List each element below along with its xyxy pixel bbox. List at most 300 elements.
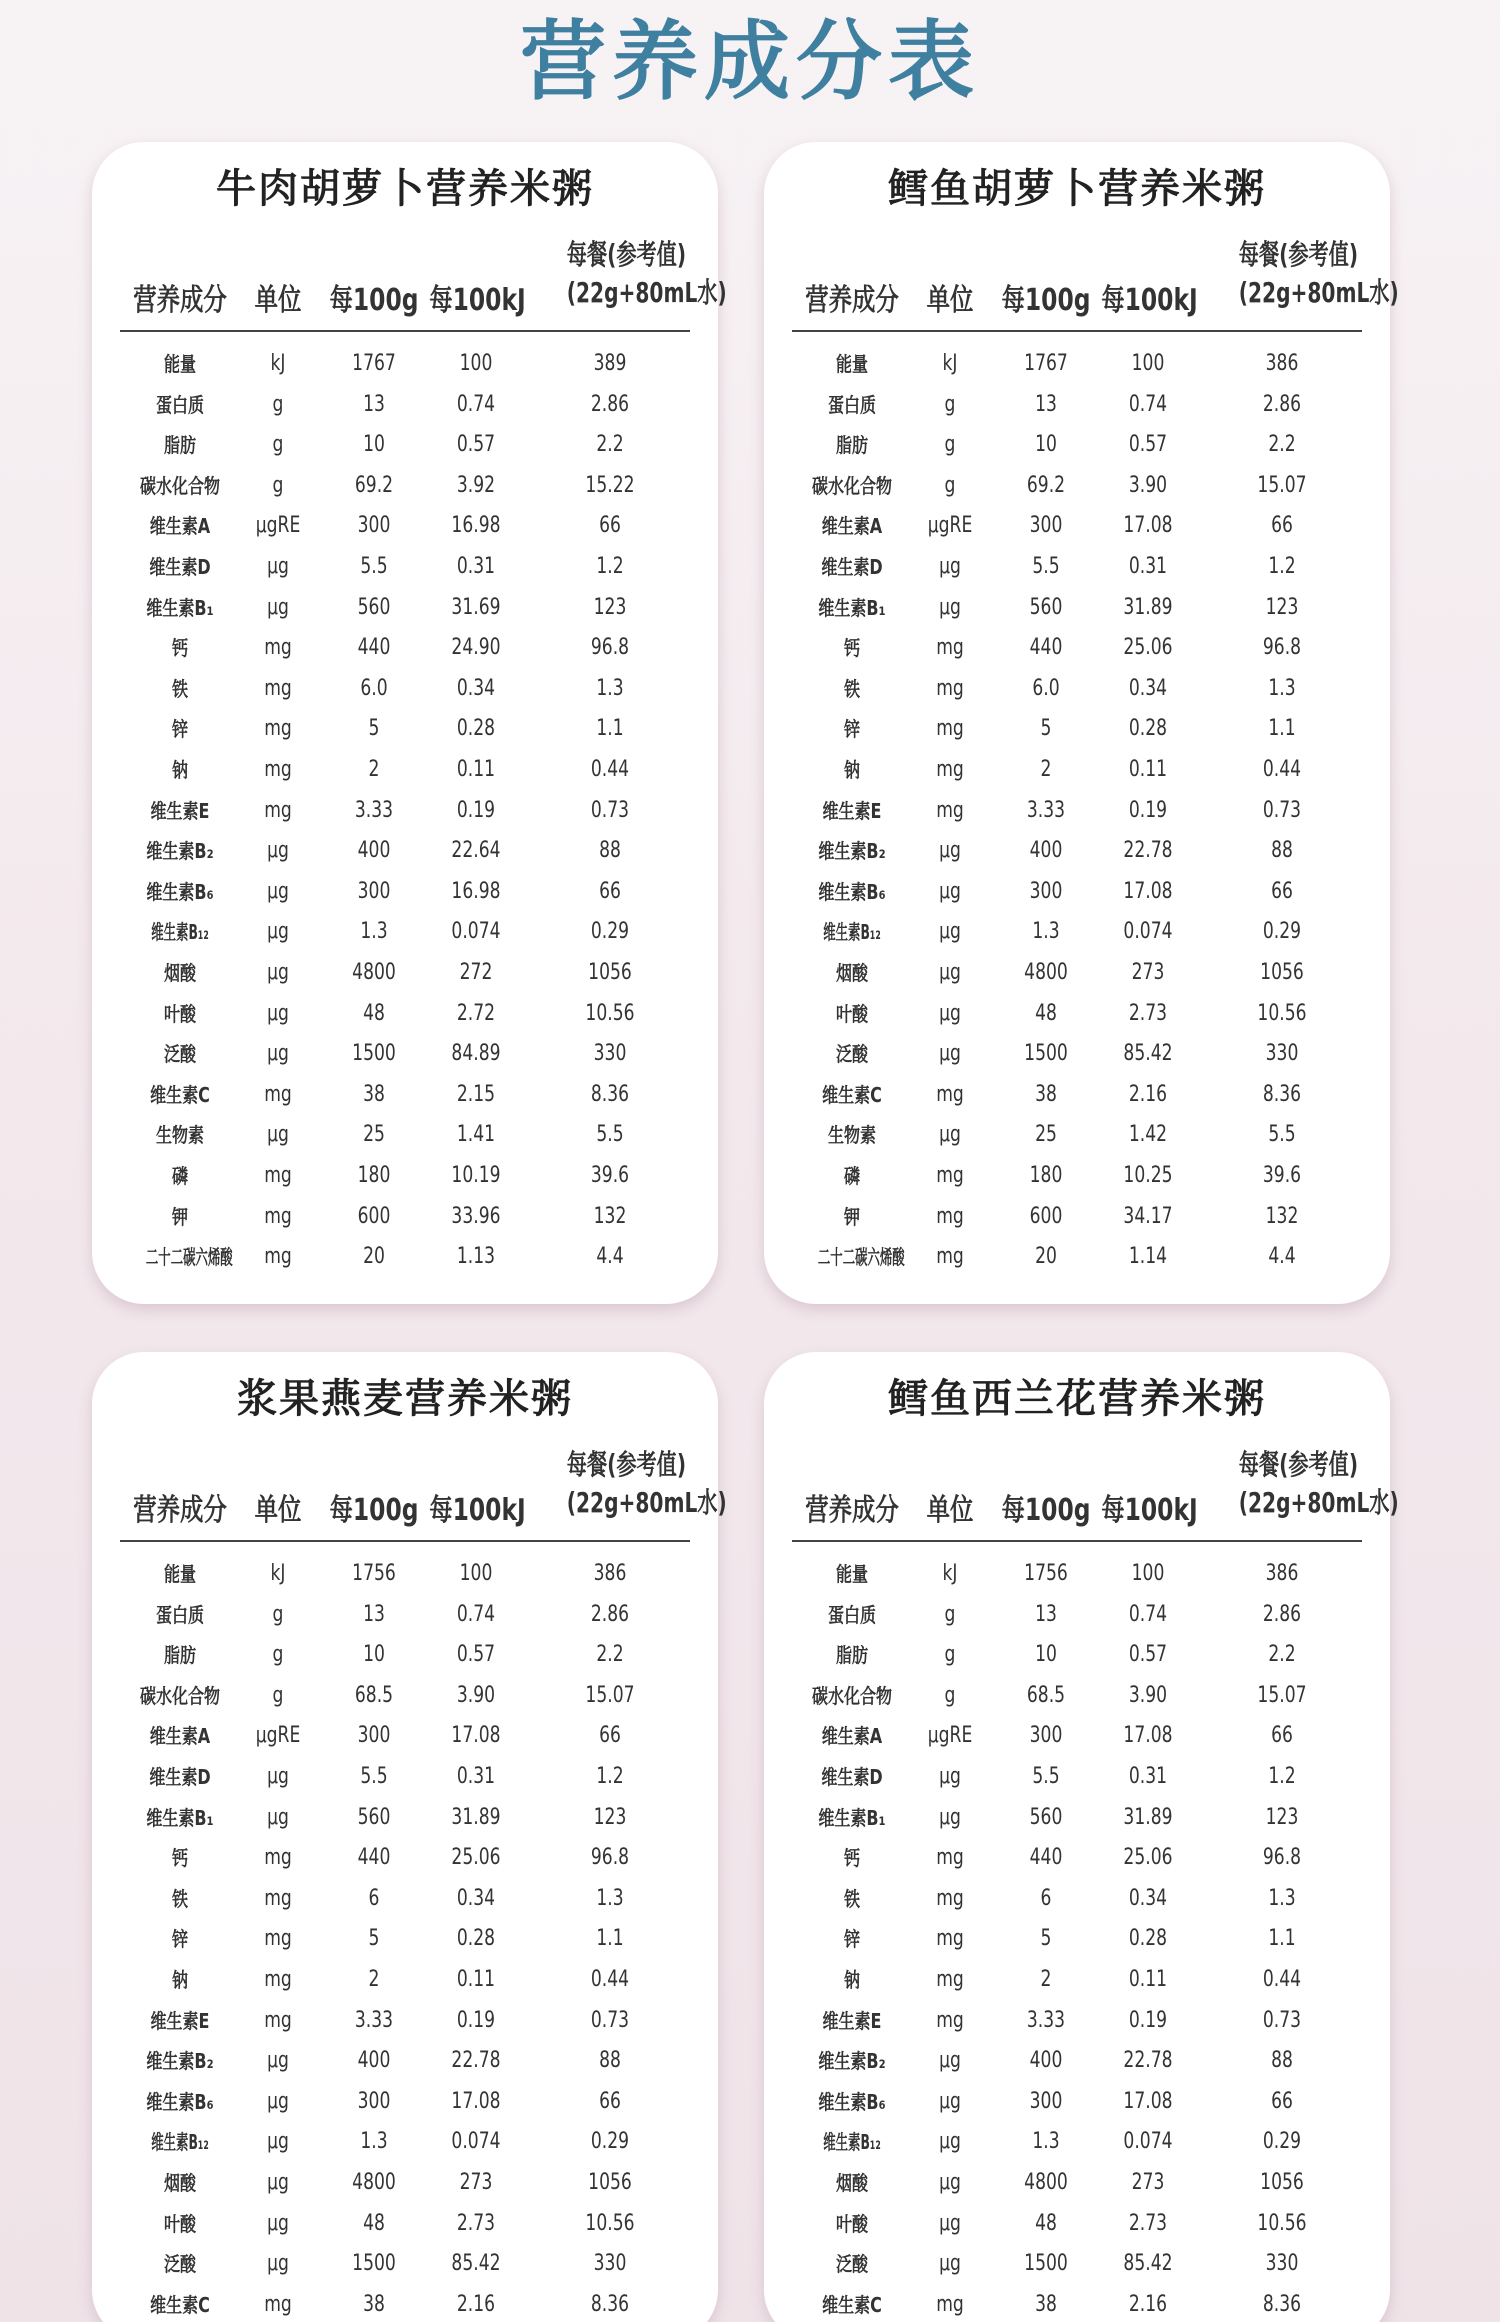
unit: μg [267,1000,289,1026]
per-100kj-value: 1.41 [456,1122,496,1148]
unit: μg [267,2210,289,2236]
per-100kj-value: 1.14 [1128,1244,1168,1270]
nutrient-name: 维生素B₂ [146,2049,214,2074]
unit: μg [267,878,289,904]
unit: g [944,472,956,498]
per-100g-value: 38 [1035,2291,1057,2317]
per-100g-value: 5 [368,716,380,742]
nutrient-name: 烟酸 [164,2171,196,2195]
per-100kj-value: 0.74 [456,391,496,417]
card-title: 牛肉胡萝卜营养米粥 [216,166,594,212]
per-serving-value: 1.1 [1268,716,1296,742]
per-serving-value: 1.3 [596,1885,624,1911]
header-per-serving: 每餐(参考值) [566,1448,687,1481]
per-100g-value: 560 [357,1804,391,1830]
per-100kj-value: 22.78 [1123,838,1173,864]
nutrient-name: 钾 [844,1204,860,1229]
per-100kj-value: 31.69 [451,594,501,620]
per-100g-value: 69.2 [354,472,394,498]
per-serving-value: 1.2 [1268,554,1296,579]
unit: μg [939,878,961,904]
per-100g-value: 48 [1035,1000,1057,1026]
per-100kj-value: 85.42 [1123,2251,1173,2277]
card-title: 鳕鱼西兰花营养米粥 [888,1376,1266,1422]
per-100g-value: 38 [363,2291,385,2317]
nutrient-name: 烟酸 [836,2171,868,2195]
per-serving-value: 123 [1265,1804,1299,1830]
nutrient-name: 二十二碳六烯酸 [145,1245,233,1270]
per-100g-value: 300 [357,1723,391,1749]
per-100g-value: 38 [1035,1081,1057,1107]
unit: g [272,391,284,417]
per-100g-value: 5 [1040,1926,1052,1952]
per-100g-value: 1767 [1024,351,1068,376]
header-per-serving: 每餐(参考值) [1238,238,1359,271]
per-100kj-value: 33.96 [451,1203,501,1229]
per-serving-value: 96.8 [590,635,630,661]
per-serving-value: 88 [599,2048,621,2074]
per-100kj-value: 84.89 [451,1041,501,1067]
per-100kj-value: 0.34 [456,1885,496,1911]
per-100g-value: 2 [1040,1967,1052,1992]
per-serving-value: 66 [1271,2088,1293,2114]
per-serving-value: 2.86 [1262,391,1302,417]
per-100kj-value: 0.19 [456,2007,496,2033]
per-100g-value: 300 [357,878,391,904]
unit: μg [939,1041,961,1067]
per-serving-value: 96.8 [1262,635,1302,661]
nutrient-name: 钙 [844,1846,860,1871]
per-serving-value: 1.2 [596,554,624,579]
per-100g-value: 6 [368,1885,380,1911]
unit: mg [264,675,292,701]
per-serving-value: 330 [593,1041,627,1067]
per-100kj-value: 0.074 [451,919,501,945]
nutrient-name: 蛋白质 [156,392,204,417]
header-nutrient: 营养成分 [805,1493,899,1528]
per-100kj-value: 0.57 [1128,1642,1168,1668]
nutrient-name: 钾 [172,1204,188,1229]
per-serving-value: 8.36 [590,2291,630,2317]
per-100kj-value: 3.90 [1128,1682,1168,1708]
per-serving-value: 15.07 [1257,1682,1307,1708]
per-serving-value: 88 [1271,2048,1293,2074]
per-100g-value: 25 [1035,1122,1057,1148]
per-serving-value: 5.5 [1268,1122,1296,1148]
nutrient-name: 泛酸 [836,1042,868,1067]
unit: mg [936,2007,964,2033]
nutrient-name: 维生素C [150,1082,210,1107]
nutrient-name: 维生素E [150,2008,210,2033]
unit: μg [267,960,289,985]
per-100kj-value: 0.074 [1123,919,1173,945]
per-serving-value: 39.6 [590,1163,630,1188]
nutrient-name: 烟酸 [164,961,196,985]
per-serving-value: 123 [593,594,627,620]
per-100kj-value: 273 [1131,2170,1165,2195]
per-serving-value: 1056 [1260,2170,1304,2195]
header-per-100kj: 每100kJ [1101,1493,1198,1528]
header-unit: 单位 [926,1493,974,1528]
per-100kj-value: 22.78 [451,2048,501,2074]
per-100kj-value: 0.11 [1128,757,1168,782]
per-100g-value: 5.5 [360,554,388,579]
header-per-100g: 每100g [329,1493,419,1528]
per-100g-value: 180 [357,1163,391,1188]
unit: μgRE [255,513,301,539]
nutrient-name: 维生素B₂ [146,839,214,864]
nutrient-name: 钙 [844,636,860,661]
unit: mg [264,1967,292,1992]
unit: mg [936,1885,964,1911]
header-unit: 单位 [254,283,302,318]
nutrient-name: 锌 [844,717,860,742]
per-100g-value: 5 [1040,716,1052,742]
unit: mg [936,716,964,742]
per-100kj-value: 17.08 [451,1723,501,1749]
nutrient-name: 维生素C [822,1082,882,1107]
unit: μg [267,2088,289,2114]
per-100g-value: 1500 [1024,2251,1068,2277]
nutrient-name: 泛酸 [164,2252,196,2277]
per-100kj-value: 25.06 [1123,635,1173,661]
header-serving-note: (22g+80mL水) [1238,1486,1399,1519]
per-100g-value: 560 [357,594,391,620]
header-per-100g: 每100g [1001,1493,1091,1528]
nutrient-name: 维生素B₆ [818,2089,886,2114]
per-serving-value: 1056 [1260,960,1304,985]
per-100kj-value: 2.16 [1128,1081,1168,1107]
per-100g-value: 400 [357,838,391,864]
per-100g-value: 300 [1029,513,1063,539]
per-100g-value: 2 [368,757,380,782]
per-serving-value: 123 [593,1804,627,1830]
unit: μg [267,2048,289,2074]
per-100kj-value: 0.31 [1128,554,1168,579]
per-serving-value: 0.44 [590,1967,630,1992]
per-100kj-value: 100 [1131,1561,1165,1586]
per-serving-value: 2.2 [1268,432,1296,458]
unit: g [944,1601,956,1627]
unit: mg [936,757,964,782]
per-100kj-value: 17.08 [451,2088,501,2114]
header-unit: 单位 [926,283,974,318]
unit: μg [939,838,961,864]
unit: μg [939,2251,961,2277]
per-100g-value: 1.3 [360,2129,388,2155]
unit: mg [264,1885,292,1911]
nutrient-name: 钠 [172,758,188,782]
per-100kj-value: 0.28 [456,1926,496,1952]
per-100kj-value: 17.08 [1123,878,1173,904]
per-serving-value: 0.73 [1262,797,1302,823]
per-100g-value: 560 [1029,1804,1063,1830]
nutrient-name: 维生素A [149,514,211,539]
per-100g-value: 4800 [352,960,396,985]
per-serving-value: 1.2 [596,1764,624,1789]
per-100kj-value: 2.73 [1128,2210,1168,2236]
unit: μg [939,594,961,620]
per-100g-value: 300 [1029,2088,1063,2114]
nutrient-name: 钙 [172,1846,188,1871]
per-100g-value: 48 [363,1000,385,1026]
per-100kj-value: 2.73 [456,2210,496,2236]
unit: mg [264,1845,292,1871]
unit: μg [939,2170,961,2195]
nutrient-name: 钠 [844,758,860,782]
nutrient-name: 脂肪 [836,1643,868,1668]
unit: g [272,1642,284,1668]
nutrient-name: 叶酸 [164,2211,196,2236]
header-serving-note: (22g+80mL水) [566,276,727,309]
nutrient-name: 铁 [172,1886,188,1911]
per-serving-value: 66 [1271,878,1293,904]
unit: μg [267,1804,289,1830]
per-serving-value: 0.29 [1262,919,1302,945]
per-100g-value: 5.5 [1032,554,1060,579]
per-serving-value: 10.56 [1257,2210,1307,2236]
nutrient-name: 维生素D [149,555,211,579]
per-100kj-value: 0.28 [456,716,496,742]
unit: mg [936,1845,964,1871]
per-serving-value: 1.3 [1268,1885,1296,1911]
per-serving-value: 386 [593,1561,627,1586]
per-100kj-value: 2.16 [456,2291,496,2317]
per-100g-value: 440 [1029,1845,1063,1871]
nutrient-name: 钠 [844,1968,860,1992]
per-serving-value: 1056 [588,2170,632,2195]
unit: μg [267,2170,289,2195]
per-100g-value: 3.33 [354,797,394,823]
nutrient-name: 维生素B₁₂ [823,2130,881,2155]
unit: g [944,391,956,417]
unit: kJ [942,1561,958,1586]
per-100kj-value: 0.31 [456,1764,496,1789]
per-100g-value: 600 [1029,1203,1063,1229]
nutrient-name: 维生素B₁₂ [151,920,209,945]
per-100kj-value: 10.25 [1123,1163,1173,1188]
per-100g-value: 600 [357,1203,391,1229]
per-100kj-value: 100 [459,1561,493,1586]
header-divider [792,330,1362,332]
per-100g-value: 440 [357,635,391,661]
per-100g-value: 6.0 [360,675,388,701]
per-serving-value: 96.8 [1262,1845,1302,1871]
unit: μg [939,554,961,579]
per-100g-value: 13 [363,1601,385,1627]
unit: kJ [942,351,958,376]
header-unit: 单位 [254,1493,302,1528]
per-100g-value: 1756 [1024,1561,1068,1586]
unit: μg [267,2129,289,2155]
per-100kj-value: 0.31 [1128,1764,1168,1789]
nutrient-name: 维生素B₂ [818,2049,886,2074]
per-serving-value: 15.07 [585,1682,635,1708]
per-serving-value: 66 [599,2088,621,2114]
per-100g-value: 1767 [352,351,396,376]
unit: mg [936,1967,964,1992]
nutrient-name: 维生素C [822,2292,882,2317]
unit: μg [267,2251,289,2277]
per-serving-value: 66 [599,1723,621,1749]
per-serving-value: 4.4 [596,1244,624,1270]
per-serving-value: 389 [593,351,627,376]
nutrient-name: 泛酸 [164,1042,196,1067]
per-serving-value: 66 [599,878,621,904]
per-serving-value: 330 [1265,2251,1299,2277]
unit: g [272,472,284,498]
per-serving-value: 88 [599,838,621,864]
nutrient-name: 碳水化合物 [140,1683,220,1708]
per-serving-value: 123 [1265,594,1299,620]
per-100kj-value: 2.16 [1128,2291,1168,2317]
unit: kJ [270,1561,286,1586]
per-serving-value: 0.73 [590,2007,630,2033]
per-100g-value: 1.3 [1032,919,1060,945]
per-100g-value: 5.5 [1032,1764,1060,1789]
unit: mg [936,1244,964,1270]
header-per-100g: 每100g [1001,283,1091,318]
per-100kj-value: 0.28 [1128,716,1168,742]
per-serving-value: 96.8 [590,1845,630,1871]
per-serving-value: 0.44 [1262,757,1302,782]
per-100kj-value: 0.074 [451,2129,501,2155]
nutrient-name: 蛋白质 [828,1602,876,1627]
per-100g-value: 1500 [352,2251,396,2277]
nutrition-card [92,142,727,1304]
nutrient-name: 维生素B₁ [818,1805,886,1830]
per-100g-value: 4800 [1024,2170,1068,2195]
per-100g-value: 68.5 [1026,1682,1066,1708]
per-100kj-value: 100 [1131,351,1165,376]
unit: mg [264,797,292,823]
header-per-100kj: 每100kJ [429,283,526,318]
unit: μg [939,1122,961,1148]
per-serving-value: 386 [1265,1561,1299,1586]
per-100kj-value: 0.19 [1128,797,1168,823]
per-100kj-value: 3.90 [456,1682,496,1708]
nutrient-name: 能量 [164,352,196,376]
nutrient-name: 铁 [172,676,188,701]
per-serving-value: 66 [1271,1723,1293,1749]
unit: mg [936,2291,964,2317]
unit: μg [939,1804,961,1830]
nutrient-name: 泛酸 [836,2252,868,2277]
nutrient-name: 能量 [836,352,868,376]
nutrient-name: 叶酸 [836,1001,868,1026]
nutrient-name: 蛋白质 [156,1602,204,1627]
header-divider [120,330,690,332]
per-serving-value: 15.07 [1257,472,1307,498]
per-100g-value: 68.5 [354,1682,394,1708]
unit: μg [267,554,289,579]
per-100kj-value: 25.06 [451,1845,501,1871]
unit: μg [267,594,289,620]
per-100kj-value: 273 [459,2170,493,2195]
unit: mg [264,635,292,661]
unit: μg [939,2210,961,2236]
per-serving-value: 0.29 [590,2129,630,2155]
per-serving-value: 66 [599,513,621,539]
per-serving-value: 10.56 [585,2210,635,2236]
per-100g-value: 4800 [1024,960,1068,985]
per-100g-value: 300 [357,513,391,539]
unit: μgRE [255,1723,301,1749]
per-100kj-value: 17.08 [1123,2088,1173,2114]
unit: mg [264,1163,292,1188]
per-100kj-value: 0.11 [456,757,496,782]
per-100kj-value: 0.74 [456,1601,496,1627]
per-100g-value: 10 [363,1642,385,1668]
per-100kj-value: 100 [459,351,493,376]
per-100kj-value: 22.64 [451,838,501,864]
nutrient-name: 维生素B₁ [146,595,214,620]
unit: g [272,432,284,458]
per-serving-value: 132 [1265,1203,1299,1229]
unit: μg [267,1041,289,1067]
nutrient-name: 铁 [844,676,860,701]
per-serving-value: 2.86 [1262,1601,1302,1627]
unit: μg [267,919,289,945]
per-serving-value: 386 [1265,351,1299,376]
nutrient-name: 维生素D [821,555,883,579]
per-100g-value: 25 [363,1122,385,1148]
per-serving-value: 2.2 [596,432,624,458]
per-serving-value: 39.6 [1262,1163,1302,1188]
per-100g-value: 13 [1035,391,1057,417]
per-100kj-value: 17.08 [1123,1723,1173,1749]
nutrition-card [764,1352,1399,2322]
unit: mg [936,635,964,661]
nutrient-name: 生物素 [156,1123,204,1148]
nutrient-name: 维生素E [822,798,882,823]
per-100kj-value: 0.74 [1128,391,1168,417]
per-100kj-value: 2.15 [456,1081,496,1107]
per-100g-value: 300 [1029,1723,1063,1749]
page-title: 营养成分表 [520,12,980,112]
per-100kj-value: 3.90 [1128,472,1168,498]
unit: mg [264,1926,292,1952]
nutrition-card [764,142,1399,1304]
nutrient-name: 维生素A [149,1724,211,1749]
card-title: 浆果燕麦营养米粥 [237,1376,573,1422]
per-100kj-value: 0.31 [456,554,496,579]
per-serving-value: 8.36 [1262,2291,1302,2317]
per-100g-value: 13 [1035,1601,1057,1627]
unit: mg [936,797,964,823]
per-100g-value: 10 [1035,1642,1057,1668]
nutrient-name: 脂肪 [836,433,868,458]
card-title: 鳕鱼胡萝卜营养米粥 [888,166,1266,212]
per-100g-value: 1500 [1024,1041,1068,1067]
per-100g-value: 560 [1029,594,1063,620]
per-100g-value: 38 [363,1081,385,1107]
per-serving-value: 88 [1271,838,1293,864]
unit: g [944,432,956,458]
per-100g-value: 180 [1029,1163,1063,1188]
per-100g-value: 300 [1029,878,1063,904]
per-serving-value: 1.2 [1268,1764,1296,1789]
nutrient-name: 叶酸 [836,2211,868,2236]
per-100kj-value: 85.42 [1123,1041,1173,1067]
per-100g-value: 2 [1040,757,1052,782]
nutrient-name: 磷 [172,1164,188,1188]
unit: mg [936,1926,964,1952]
per-100kj-value: 0.57 [1128,432,1168,458]
per-100kj-value: 0.57 [456,1642,496,1668]
per-100kj-value: 31.89 [1123,594,1173,620]
per-100g-value: 400 [1029,2048,1063,2074]
